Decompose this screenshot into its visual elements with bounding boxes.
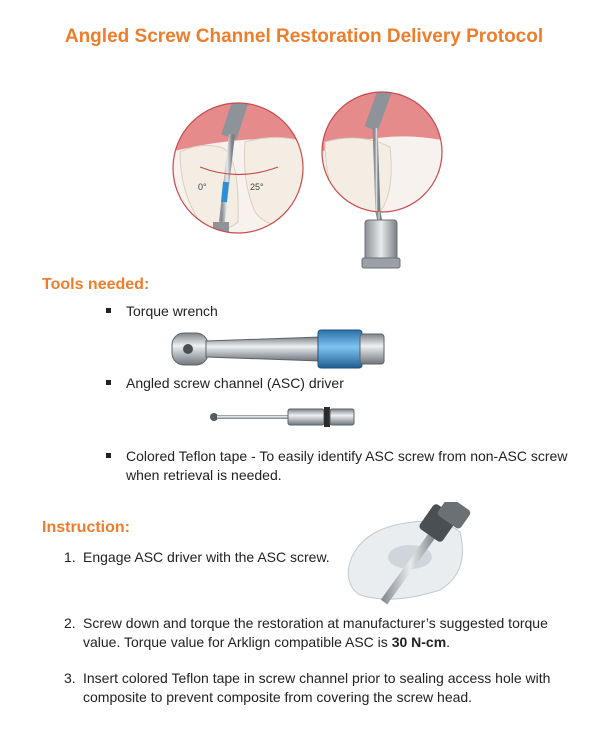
angled-screw-view	[160, 72, 320, 272]
asc-cross-section-illustration	[160, 72, 460, 272]
tools-heading: Tools needed:	[42, 276, 150, 293]
torque-value: 30 N-cm	[391, 634, 447, 650]
knurled-handle	[365, 220, 397, 260]
torque-wrench-image	[170, 327, 390, 371]
driver-engaging-screw-image	[340, 502, 480, 606]
bullet-icon	[106, 453, 111, 458]
asc-driver-image	[208, 402, 358, 432]
page-title: Angled Screw Channel Restoration Delivery Protocol	[64, 26, 544, 47]
instruction-heading: Instruction:	[42, 519, 130, 536]
bullet-icon	[106, 308, 111, 313]
angle-25-label: 25°	[250, 182, 264, 192]
angle-zero-label: 0°	[198, 182, 207, 192]
bullet-icon	[106, 380, 111, 385]
